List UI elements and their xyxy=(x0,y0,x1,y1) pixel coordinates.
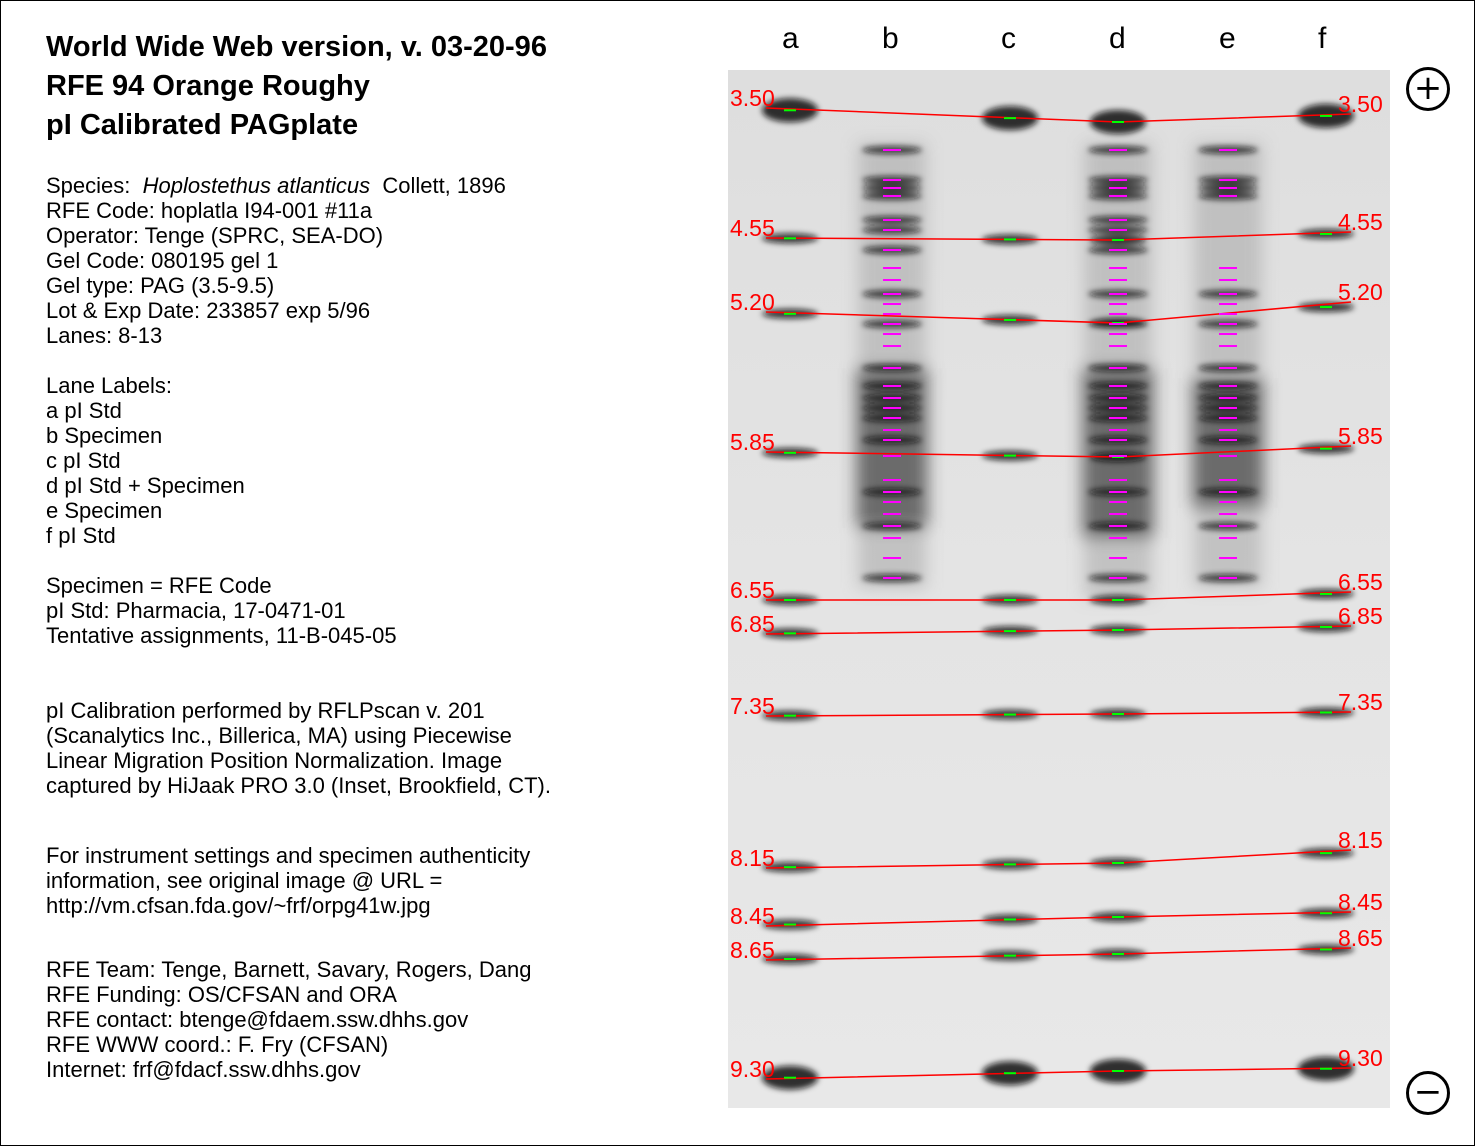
operator-line: Operator: Tenge (SPRC, SEA-DO) xyxy=(46,223,384,248)
pi-label-left: 5.85 xyxy=(730,429,775,455)
pi-label-right: 8.15 xyxy=(1338,827,1383,853)
pi-label-left: 8.15 xyxy=(730,845,775,871)
tentative-line: Tentative assignments, 11-B-045-05 xyxy=(46,623,397,648)
internet-line: Internet: frf@fdacf.ssw.dhhs.gov xyxy=(46,1057,361,1082)
lane-legend-e: e Specimen xyxy=(46,498,163,523)
species-author: Collett, 1896 xyxy=(382,173,506,198)
rfe-code-line: RFE Code: hoplatla I94-001 #11a xyxy=(46,198,373,223)
pi-label-left: 3.50 xyxy=(730,85,775,111)
gel-type-line: Gel type: PAG (3.5-9.5) xyxy=(46,273,275,298)
pi-label-left: 5.20 xyxy=(730,289,775,315)
lane-legend-d: d pI Std + Specimen xyxy=(46,473,245,498)
pi-label-right: 5.85 xyxy=(1338,423,1383,449)
lane-label-c: c xyxy=(1001,22,1016,55)
title-version: World Wide Web version, v. 03-20-96 xyxy=(46,31,547,63)
calibration-line-3: Linear Migration Position Normalization. Image xyxy=(46,748,503,773)
funding-line: RFE Funding: OS/CFSAN and ORA xyxy=(46,982,397,1007)
lane-label-d: d xyxy=(1109,22,1126,55)
pi-label-right: 4.55 xyxy=(1338,209,1383,235)
pi-label-left: 6.55 xyxy=(730,577,775,603)
pi-label-right: 7.35 xyxy=(1338,689,1383,715)
contact-line: RFE contact: btenge@fdaem.ssw.dhhs.gov xyxy=(46,1007,469,1032)
pi-label-left: 9.30 xyxy=(730,1056,775,1082)
species-line xyxy=(46,173,696,198)
pi-label-right: 5.20 xyxy=(1338,279,1383,305)
gel-background xyxy=(728,70,1390,1108)
species-label: Species: xyxy=(46,173,131,198)
pi-label-right: 3.50 xyxy=(1338,91,1383,117)
pi-label-right: 9.30 xyxy=(1338,1045,1383,1071)
lane-label-f: f xyxy=(1318,22,1327,55)
instrument-url: http://vm.cfsan.fda.gov/~frf/orpg41w.jpg xyxy=(46,893,431,918)
www-coord-line: RFE WWW coord.: F. Fry (CFSAN) xyxy=(46,1032,389,1057)
instrument-line-2: information, see original image @ URL = xyxy=(46,868,443,893)
lane-labels-header: Lane Labels: xyxy=(46,373,172,398)
pi-label-right: 8.45 xyxy=(1338,889,1383,915)
plus-electrode-icon: + xyxy=(1406,67,1450,111)
lane-label-e: e xyxy=(1219,22,1236,55)
pi-std-line: pI Std: Pharmacia, 17-0471-01 xyxy=(46,598,346,623)
lane-legend-f: f pI Std xyxy=(46,523,116,548)
species-name: Hoplostethus atlanticus xyxy=(142,173,371,198)
pi-label-left: 7.35 xyxy=(730,693,775,719)
dense-band-region xyxy=(856,368,928,528)
lanes-line: Lanes: 8-13 xyxy=(46,323,163,348)
instrument-line-1: For instrument settings and specimen authenticity xyxy=(46,843,531,868)
lane-legend-b: b Specimen xyxy=(46,423,163,448)
pi-label-left: 6.85 xyxy=(730,611,775,637)
title-species: RFE 94 Orange Roughy xyxy=(46,70,370,102)
lot-exp-line: Lot & Exp Date: 233857 exp 5/96 xyxy=(46,298,371,323)
pi-label-left: 8.45 xyxy=(730,903,775,929)
info-panel xyxy=(46,28,696,1082)
gel-code-line: Gel Code: 080195 gel 1 xyxy=(46,248,279,273)
lane-legend-a: a pI Std xyxy=(46,398,122,423)
lane-legend-c: c pI Std xyxy=(46,448,121,473)
pi-label-left: 8.65 xyxy=(730,937,775,963)
calibration-line-1: pI Calibration performed by RFLPscan v. 201 xyxy=(46,698,485,723)
calibration-line-2: (Scanalytics Inc., Billerica, MA) using Piecewise xyxy=(46,723,512,748)
calibration-line-4: captured by HiJaak PRO 3.0 (Inset, Brookfield, CT). xyxy=(46,773,551,798)
lane-label-a: a xyxy=(782,22,799,55)
pi-label-right: 6.85 xyxy=(1338,603,1383,629)
specimen-line: Specimen = RFE Code xyxy=(46,573,272,598)
pi-label-right: 6.55 xyxy=(1338,569,1383,595)
pi-label-right: 8.65 xyxy=(1338,925,1383,951)
minus-electrode-icon: − xyxy=(1406,1071,1450,1115)
title-plate: pI Calibrated PAGplate xyxy=(46,109,359,141)
lane-label-b: b xyxy=(882,22,899,55)
team-line: RFE Team: Tenge, Barnett, Savary, Rogers, Dang xyxy=(46,957,532,982)
pi-label-left: 4.55 xyxy=(730,215,775,241)
gel-image xyxy=(726,68,1392,1110)
